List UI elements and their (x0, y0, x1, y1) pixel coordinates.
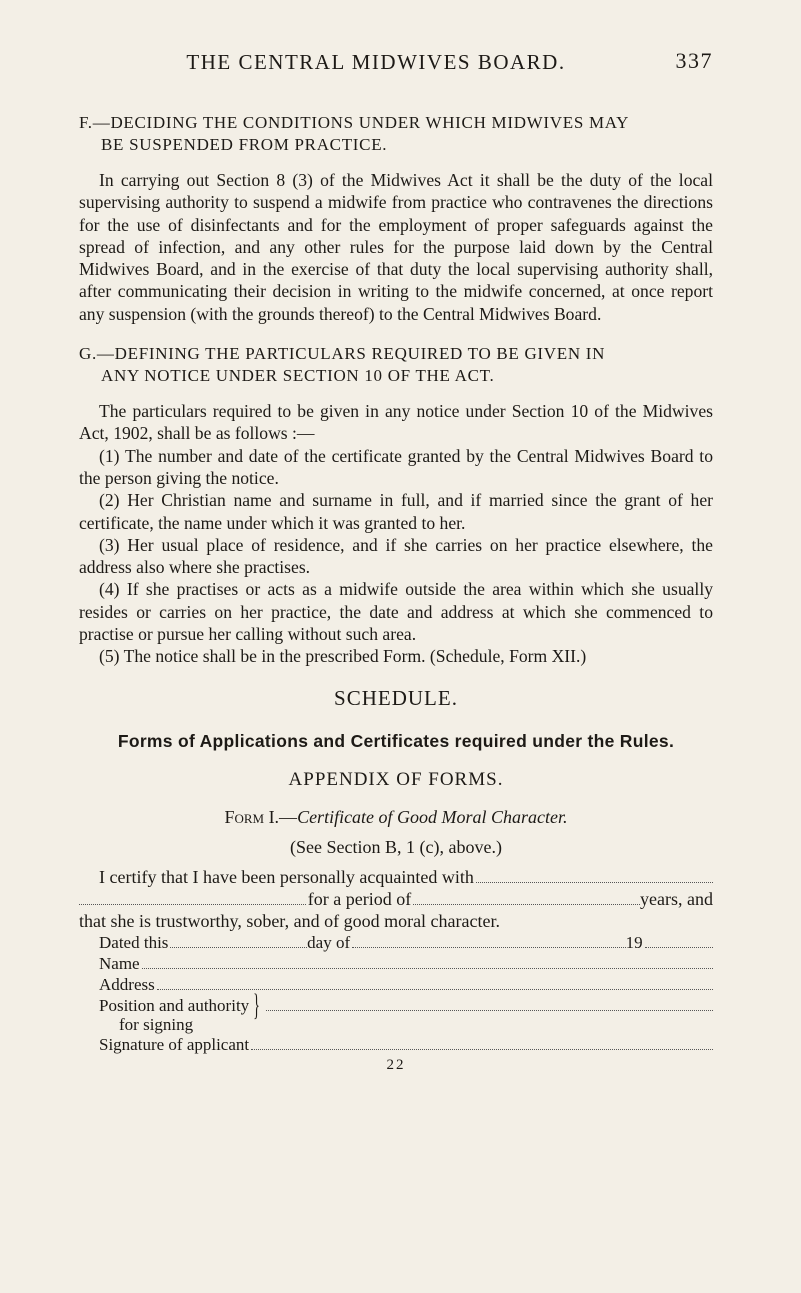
section-reference: (See Section B, 1 (c), above.) (290, 836, 502, 857)
form-1-name: Certificate of Good Moral Character. (297, 806, 568, 827)
address-label: Address (99, 974, 155, 994)
day-of-label: day of (307, 932, 351, 952)
running-head-title: THE CENTRAL MIDWIVES BOARD. (186, 50, 566, 74)
years-field[interactable] (413, 889, 640, 905)
acquaintance-field-cont[interactable] (79, 889, 306, 905)
signature-folio: 22 (386, 1056, 406, 1073)
running-head (79, 40, 713, 80)
year-prefix: 19 (625, 932, 643, 952)
position-label-1: Position and authority (99, 995, 250, 1015)
dated-this-label: Dated this (99, 932, 169, 952)
section-f-heading-line1: F.—DECIDING THE CONDITIONS UNDER WHICH MIDWIVES MAY (79, 113, 630, 132)
section-f-paragraph: In carrying out Section 8 (3) of the Midwives Act it shall be the duty of the local supervising authority to suspend a midwife from practice who contravenes the directions for the use of disinfectants and for the employment of proper safeguards against the spread of infection, and any other rules for the purpose laid down by the Central Midwives Board, and in the exercise of that duty the local supervising authority shall, after communicating their decision in writing to the midwife concerned, at once report any suspension (with the grounds thereof) to the Central Midwives Board. (79, 170, 713, 324)
position-row (99, 990, 713, 1034)
section-g-heading (79, 343, 713, 387)
name-row (99, 953, 713, 974)
section-g-heading-line2: ANY NOTICE UNDER SECTION 10 OF THE ACT. (101, 366, 495, 386)
section-g-item-4: (4) If she practises or acts as a midwife outside the area within which she usually resides or carries on her practice, the date and address at which she commenced to practise or pursue her calling without such area. (79, 579, 713, 645)
schedule-title: SCHEDULE. (334, 685, 458, 710)
month-field[interactable] (352, 932, 626, 948)
page-number: 337 (675, 48, 713, 73)
signature-field[interactable] (251, 1034, 713, 1050)
cert-line-1 (79, 866, 713, 888)
signature-label: Signature of applicant (99, 1034, 250, 1054)
acquaintance-field[interactable] (476, 867, 713, 883)
forms-title: Forms of Applications and Certificates required under the Rules. (117, 730, 675, 751)
cert-for-period: for a period of (307, 888, 412, 909)
name-label: Name (99, 953, 140, 973)
position-field[interactable] (266, 995, 713, 1011)
position-label-block (99, 996, 249, 1034)
section-f-heading (79, 112, 713, 156)
name-field[interactable] (142, 953, 713, 969)
appendix-title: APPENDIX OF FORMS. (288, 768, 504, 790)
day-field[interactable] (170, 932, 307, 948)
document-page (79, 40, 713, 1074)
section-f-heading-line2: BE SUSPENDED FROM PRACTICE. (101, 135, 388, 154)
cert-line-3: that she is trustworthy, sober, and of good moral character. (79, 910, 500, 931)
section-g-intro: The particulars required to be given in any notice under Section 10 of the Midwives Act, 1902, shall be as follows :— (79, 401, 713, 444)
cert-line-2 (79, 888, 713, 910)
form-1-title (79, 807, 713, 828)
signature-fields (79, 932, 713, 1055)
brace-icon: } (253, 990, 260, 1024)
section-g-item-2: (2) Her Christian name and surname in full, and if married since the grant of her certificate, the name under which it was granted to her. (79, 490, 713, 533)
cert-line-1-text: I certify that I have been personally acquainted with (99, 866, 474, 887)
form-1-label: Form I.— (224, 806, 298, 827)
section-g-item-5: (5) The notice shall be in the prescribed Form. (Schedule, Form XII.) (99, 646, 587, 667)
year-field[interactable] (645, 932, 713, 948)
signature-row (99, 1034, 713, 1055)
position-label-2: for signing (119, 1014, 194, 1034)
section-g-item-1: (1) The number and date of the certificate granted by the Central Midwives Board to the person giving the notice. (79, 445, 713, 488)
address-field[interactable] (157, 974, 713, 990)
cert-years: years, and (640, 888, 713, 909)
section-g-item-3: (3) Her usual place of residence, and if she carries on her practice elsewhere, the address also where she practises. (79, 534, 713, 578)
section-g-heading-line1: G.—DEFINING THE PARTICULARS REQUIRED TO BE GIVEN IN (79, 344, 606, 364)
address-row (99, 974, 713, 995)
certificate-form (79, 866, 713, 1055)
dated-row (99, 932, 713, 953)
